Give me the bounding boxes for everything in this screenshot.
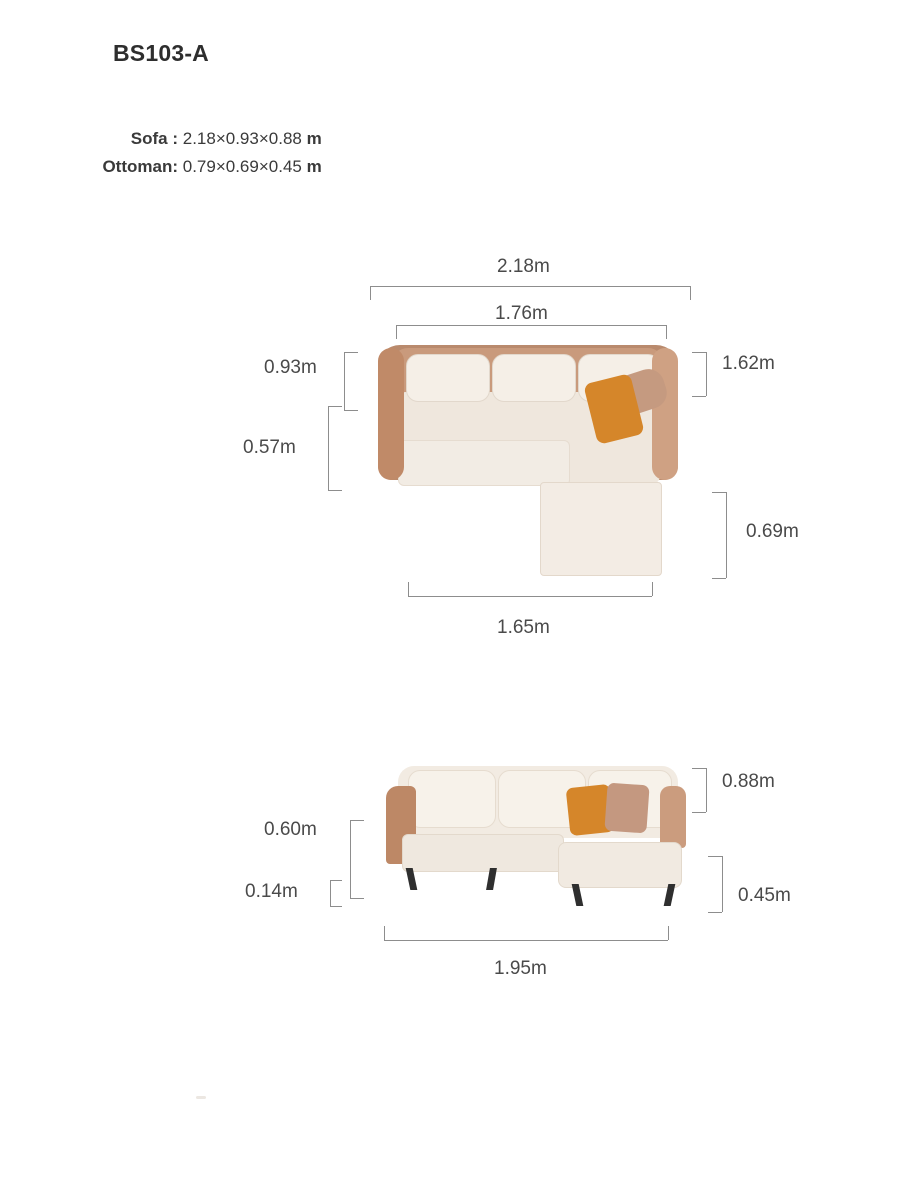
dim-line-seat-depth — [328, 406, 329, 490]
dim-tick-total-width-right — [690, 286, 691, 300]
dim-tick-seat-depth-bottom — [328, 490, 342, 491]
dim-line-back-height — [706, 768, 707, 812]
spec-unit-ottoman: m — [306, 157, 322, 176]
dim-label-front-width: 1.65m — [497, 617, 550, 638]
spec-unit-sofa: m — [306, 129, 322, 148]
spec-row-sofa — [86, 125, 322, 153]
dim-line-leg-height — [330, 880, 331, 906]
dim-label-ottoman-depth: 0.69m — [746, 521, 799, 542]
dim-label-right-depth: 1.62m — [722, 353, 775, 374]
sofa-back-cushion-1-top — [406, 354, 490, 402]
dim-tick-seat-width-right — [666, 325, 667, 339]
dim-tick-ottoman-depth-top — [712, 492, 726, 493]
dim-line-arm-height — [350, 820, 351, 898]
dim-label-back-height: 0.88m — [722, 771, 775, 792]
dim-tick-total-width-left — [370, 286, 371, 300]
dim-label-arm-height: 0.60m — [264, 819, 317, 840]
dim-line-sofa-body-width — [384, 940, 668, 941]
spec-list — [86, 125, 322, 181]
sofa-back-cushion-1-front — [408, 770, 496, 828]
ottoman-top — [540, 482, 662, 576]
dim-label-ottoman-height: 0.45m — [738, 885, 791, 906]
sofa-back-cushion-2-top — [492, 354, 576, 402]
dim-label-total-depth: 0.93m — [264, 357, 317, 378]
page-title: BS103-A — [113, 40, 209, 66]
dim-tick-seat-width-left — [396, 325, 397, 339]
sofa-right-arm-front — [660, 786, 686, 848]
dim-tick-ottoman-depth-bottom — [712, 578, 726, 579]
dim-label-sofa-body-width: 1.95m — [494, 958, 547, 979]
page-watermark-dot — [196, 1096, 206, 1099]
throw-pillow-taupe-front — [604, 783, 649, 834]
sofa-right-arm-top — [652, 348, 678, 480]
dim-line-seat-width — [396, 325, 666, 326]
dim-tick-right-depth-top — [692, 352, 706, 353]
spec-value-ottoman: 0.79×0.69×0.45 — [182, 157, 302, 176]
spec-value-sofa: 2.18×0.93×0.88 — [182, 129, 302, 148]
dim-line-front-width — [408, 596, 652, 597]
dim-line-ottoman-depth — [726, 492, 727, 578]
spec-label-ottoman: Ottoman: — [102, 157, 178, 176]
dim-tick-right-depth-bottom — [692, 396, 706, 397]
spec-label-sofa: Sofa : — [130, 129, 178, 148]
dim-tick-leg-height-top — [330, 880, 342, 881]
dim-label-total-width: 2.18m — [497, 256, 550, 277]
dim-label-leg-height: 0.14m — [245, 881, 298, 902]
dim-line-ottoman-height — [722, 856, 723, 912]
dim-tick-total-depth-bottom — [344, 410, 358, 411]
sofa-seat-front — [402, 834, 564, 872]
dim-line-total-depth — [344, 352, 345, 410]
ottoman-front — [558, 842, 682, 888]
sofa-seat-cushion-top — [398, 440, 570, 486]
dim-line-right-depth — [706, 352, 707, 396]
spec-row-ottoman — [86, 153, 322, 181]
dim-tick-back-height-top — [692, 768, 706, 769]
dim-tick-ottoman-height-top — [708, 856, 722, 857]
dim-tick-arm-height-top — [350, 820, 364, 821]
dim-tick-back-height-bottom — [692, 812, 706, 813]
dim-tick-seat-depth-top — [328, 406, 342, 407]
sofa-front-view-illustration — [380, 760, 690, 930]
dim-tick-leg-height-bottom — [330, 906, 342, 907]
dim-tick-ottoman-height-bottom — [708, 912, 722, 913]
dim-line-total-width — [370, 286, 690, 287]
dim-label-seat-depth: 0.57m — [243, 437, 296, 458]
dim-label-seat-width: 1.76m — [495, 303, 548, 324]
dim-tick-arm-height-bottom — [350, 898, 364, 899]
dim-tick-total-depth-top — [344, 352, 358, 353]
sofa-left-arm-top — [378, 348, 404, 480]
sofa-top-view-illustration — [370, 340, 690, 590]
